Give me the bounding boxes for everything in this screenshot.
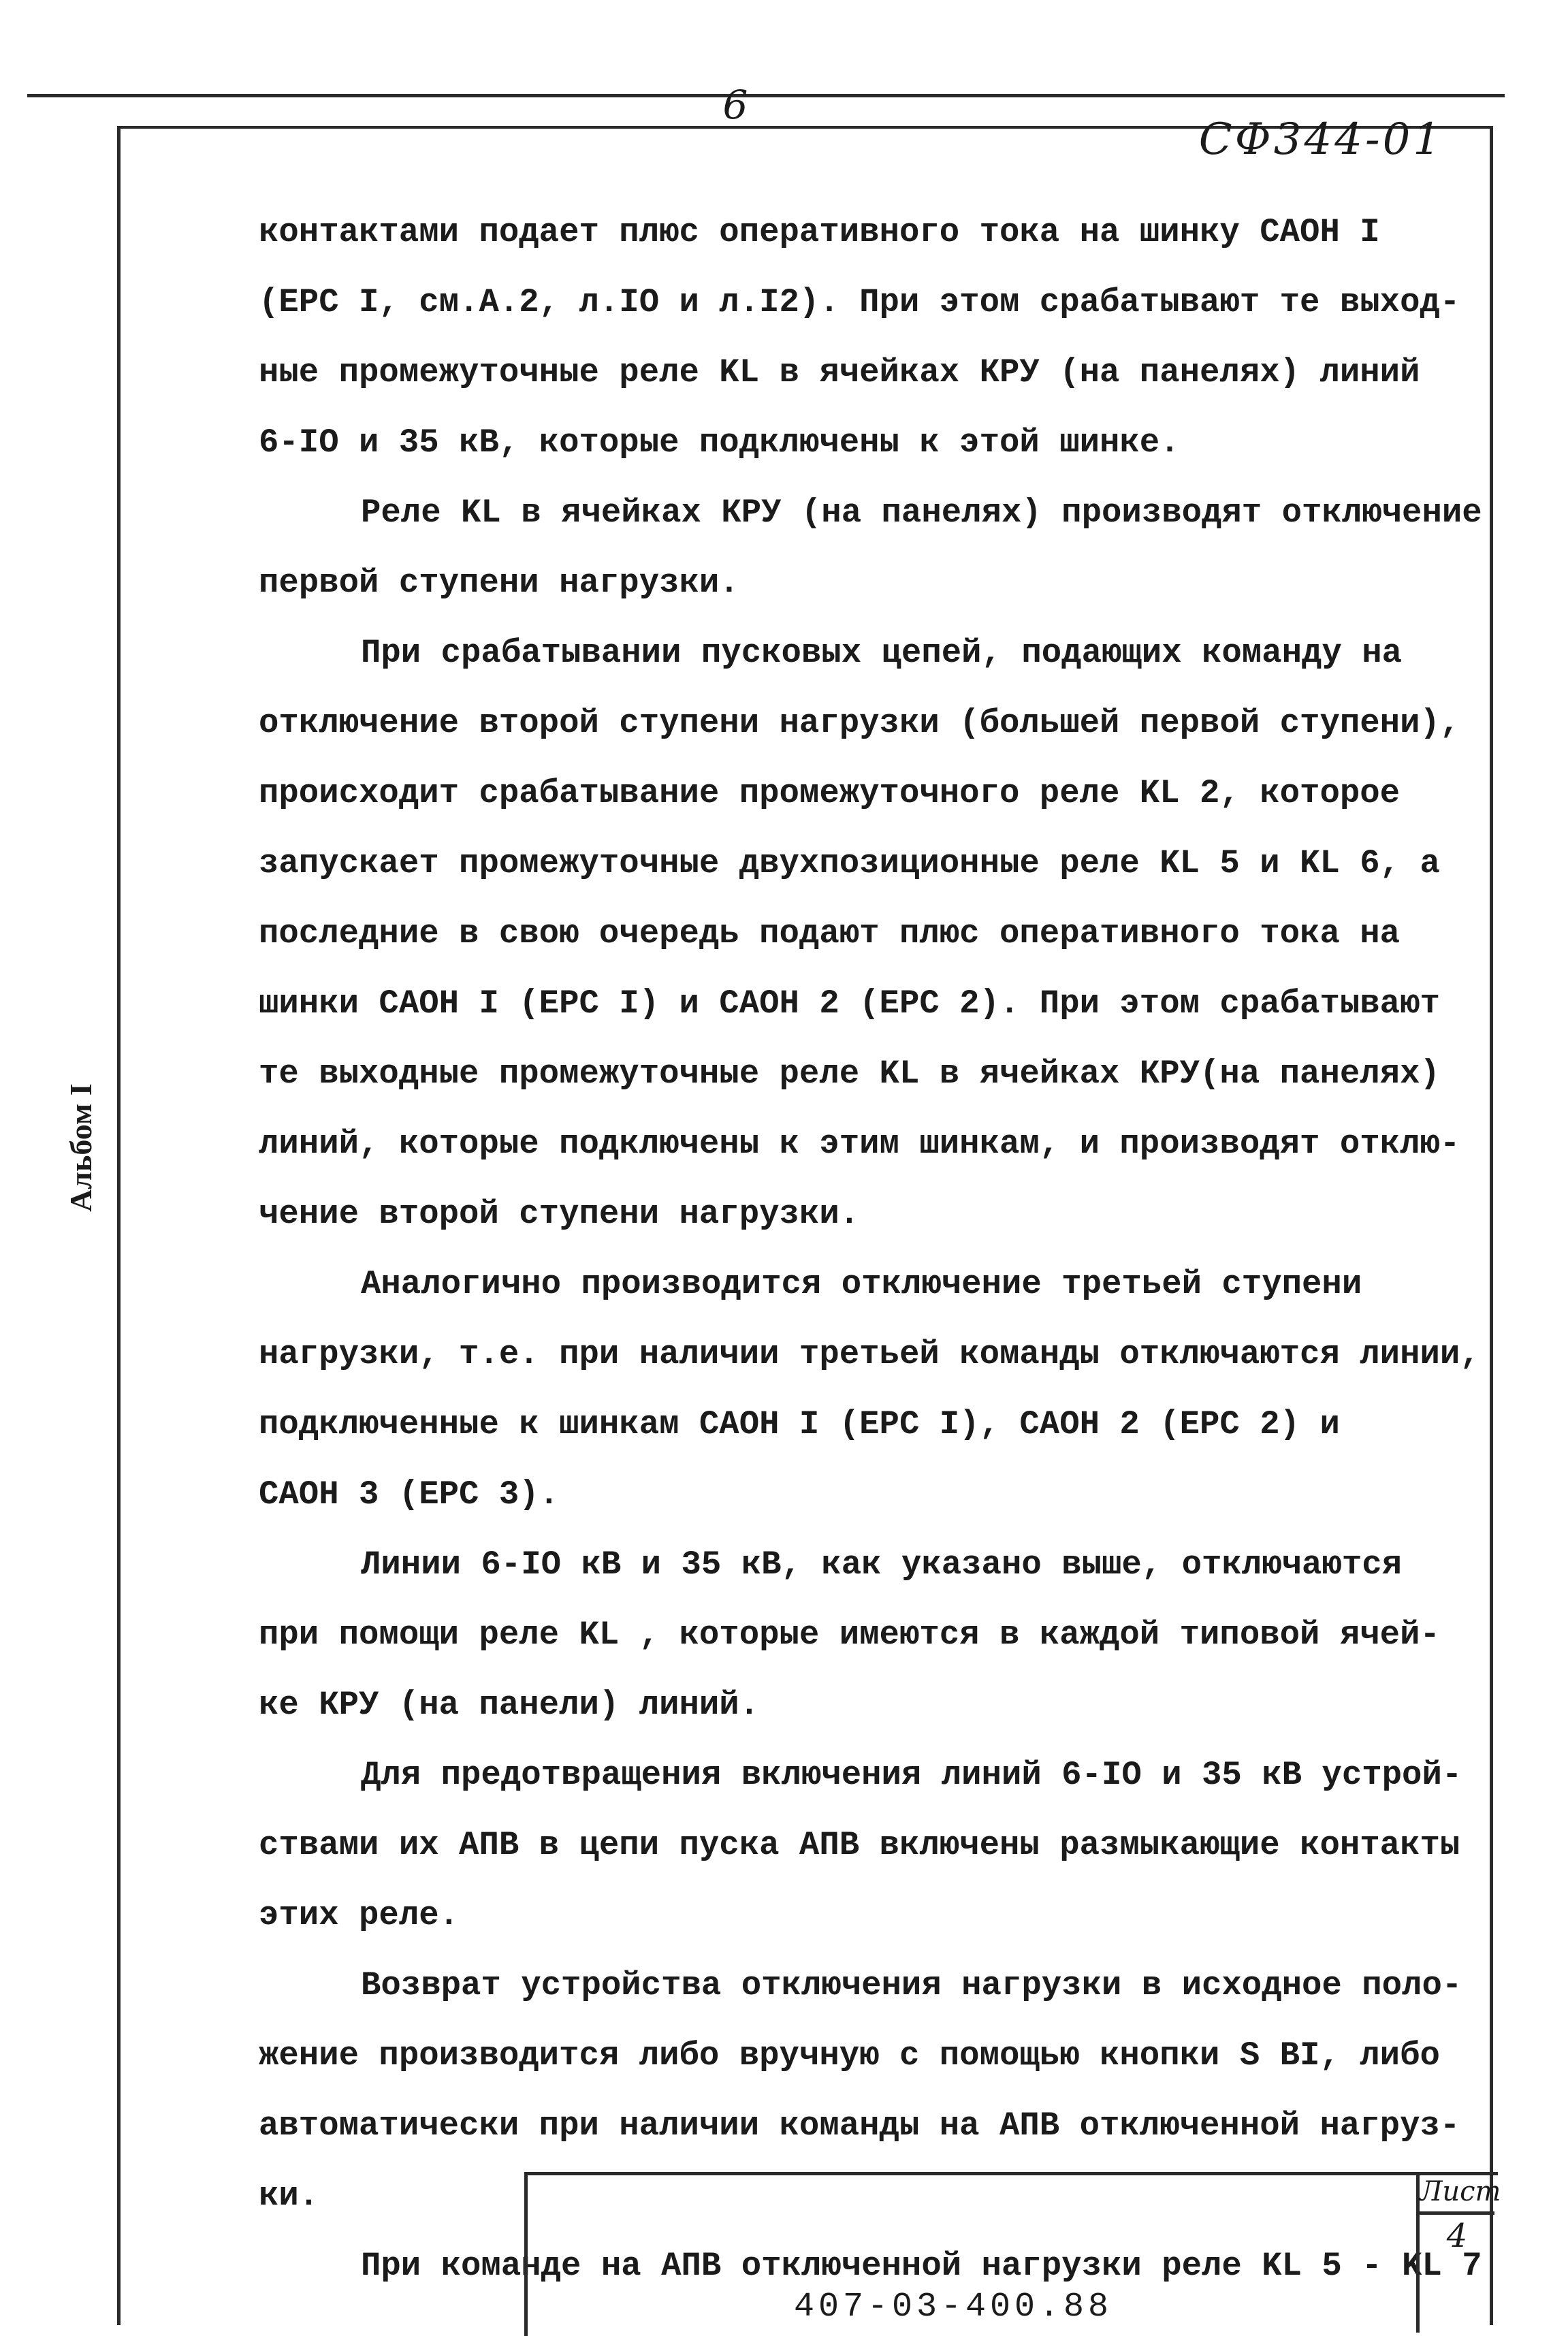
text-line: шинки САОН I (ЕРС I) и САОН 2 (ЕРС 2). При этом срабатывают — [259, 985, 1440, 1023]
album-label: Альбом I — [63, 1083, 98, 1212]
text-line: ке КРУ (на панели) линий. — [259, 1686, 760, 1724]
sheet-number: 4 — [1446, 2217, 1468, 2255]
text-line: САОН 3 (ЕРС 3). — [259, 1475, 560, 1514]
text-line: чение второй ступени нагрузки. — [259, 1195, 860, 1233]
page-number: 6 — [722, 82, 748, 128]
text-line: последние в свою очередь подают плюс оперативного тока на — [259, 914, 1401, 953]
text-line: жение производится либо вручную с помощью кнопки S BI, либо — [259, 2036, 1440, 2075]
text-line: автоматически при наличии команды на АПВ отключенной нагруз- — [259, 2107, 1460, 2145]
text-line: При команде на АПВ отключенной нагрузки реле KL 5 - KL 7 — [361, 2247, 1482, 2285]
top-rule — [27, 94, 1505, 97]
sheet-label: Лист — [1420, 2172, 1494, 2215]
text-line: происходит срабатывание промежуточного реле KL 2, которое — [259, 774, 1401, 812]
text-line: ствами их АПВ в цепи пуска АПВ включены размыкающие контакты — [259, 1826, 1460, 1864]
text-line: контактами подает плюс оперативного тока на шинку САОН I — [259, 213, 1380, 251]
text-line: нагрузки, т.е. при наличии третьей команды отключаются линии, — [259, 1335, 1480, 1373]
text-line: линий, которые подключены к этим шинкам, и производят отклю- — [259, 1125, 1460, 1163]
text-line: Возврат устройства отключения нагрузки в исходное поло- — [361, 1966, 1462, 2004]
text-line: отключение второй ступени нагрузки (большей первой ступени), — [259, 704, 1460, 742]
text-line: при помощи реле KL , которые имеются в каждой типовой ячей- — [259, 1616, 1440, 1654]
text-line: (ЕРС I, см.А.2, л.IO и л.I2). При этом срабатывают те выход- — [259, 283, 1460, 321]
sheet-cell — [1416, 2172, 1501, 2333]
text-line: ные промежуточные реле KL в ячейках КРУ (на панелях) линий — [259, 353, 1420, 391]
document-code: СФ344-01 — [1198, 114, 1443, 165]
text-line: этих реле. — [259, 1896, 460, 1934]
text-line: 6-IO и 35 кВ, которые подключены к этой шинке. — [259, 423, 1180, 462]
text-line: Аналогично производится отключение третьей ступени — [361, 1265, 1362, 1303]
text-line: При срабатывании пусковых цепей, подающих команду на — [361, 634, 1403, 672]
text-line: Линии 6-IO кВ и 35 кВ, как указано выше, отключаются — [361, 1546, 1403, 1584]
text-line: запускает промежуточные двухпозиционные реле KL 5 и KL 6, а — [259, 844, 1440, 882]
text-line: Реле KL в ячейках КРУ (на панелях) производят отключение — [361, 494, 1482, 532]
body-text — [259, 197, 1482, 2301]
text-line: Для предотвращения включения линий 6-IO и 35 кВ устрой- — [361, 1756, 1462, 1794]
frame-left-border — [117, 126, 121, 2325]
text-line: подключенные к шинкам САОН I (ЕРС I), САОН 2 (ЕРС 2) и — [259, 1405, 1340, 1443]
document-number: 407-03-400.88 — [793, 2288, 1113, 2326]
text-line: те выходные промежуточные реле KL в ячейках КРУ(на панелях) — [259, 1055, 1440, 1093]
text-line: ки. — [259, 2177, 319, 2215]
text-line: первой ступени нагрузки. — [259, 564, 739, 602]
frame-right-border — [1490, 126, 1493, 2325]
